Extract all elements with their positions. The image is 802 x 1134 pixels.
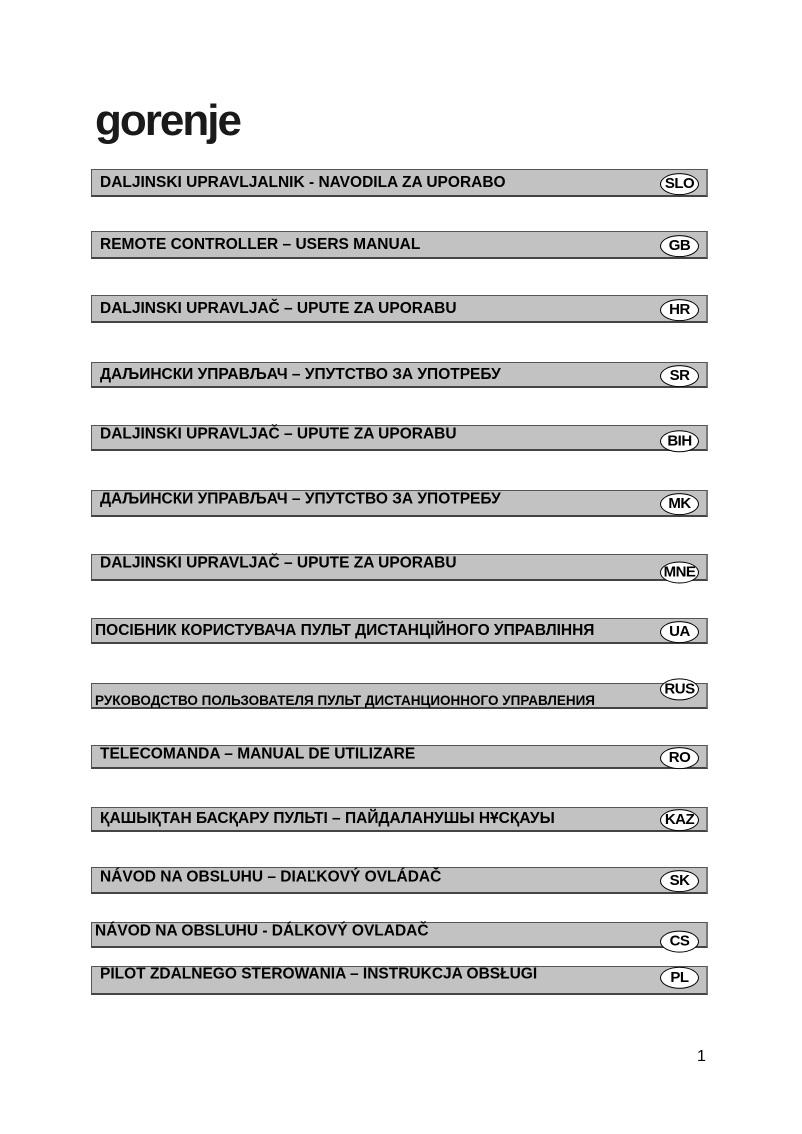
section-rus bbox=[91, 679, 708, 709]
section-cs bbox=[91, 922, 708, 948]
section-title: REMOTE CONTROLLER – USERS MANUAL bbox=[100, 235, 421, 253]
section-mne bbox=[91, 554, 708, 581]
section-title: NÁVOD NA OBSLUHU - DÁLKOVÝ OVLADAČ bbox=[95, 921, 429, 939]
section-pl bbox=[91, 966, 708, 995]
section-title: DALJINSKI UPRAVLJAČ – UPUTE ZA UPORABU bbox=[100, 554, 457, 572]
section-title: ПОСІБНИК КОРИСТУВАЧА ПУЛЬТ ДИСТАНЦІЙНОГО УПРАВЛІННЯ bbox=[95, 621, 595, 639]
section-title: ҚАШЫҚТАН БАСҚАРУ ПУЛЬТІ – ПАЙДАЛАНУШЫ НҰСҚАУЫ bbox=[100, 810, 555, 827]
gorenje-logo: gorenje bbox=[95, 96, 240, 145]
section-title: ДАЉИНСКИ УПРАВЉАЧ – УПУТСТВО ЗА УПОТРЕБУ bbox=[100, 365, 501, 383]
language-badge: SR bbox=[660, 365, 699, 387]
page-number: 1 bbox=[697, 1048, 706, 1065]
language-badge: CS bbox=[660, 930, 699, 952]
section-bih bbox=[91, 425, 708, 451]
language-badge: SLO bbox=[660, 173, 699, 195]
section-title: TELECOMANDA – MANUAL DE UTILIZARE bbox=[100, 744, 416, 762]
section-title: NÁVOD NA OBSLUHU – DIAĽKOVÝ OVLÁDAČ bbox=[100, 868, 442, 886]
section-title: DALJINSKI UPRAVLJAČ – UPUTE ZA UPORABU bbox=[100, 424, 457, 442]
section-gb bbox=[91, 231, 708, 259]
language-badge: RUS bbox=[660, 678, 699, 700]
section-hr bbox=[91, 295, 708, 323]
section-kaz bbox=[91, 807, 708, 832]
language-badge: KAZ bbox=[660, 809, 699, 831]
section-title: РУКОВОДСТВО ПОЛЬЗОВАТЕЛЯ ПУЛЬТ ДИСТАНЦИОННОГО УПРАВЛЕНИЯ bbox=[95, 692, 595, 708]
language-badge: SK bbox=[660, 870, 699, 892]
section-sk bbox=[91, 867, 708, 894]
language-badge: RO bbox=[660, 747, 699, 769]
language-badge: MNE bbox=[660, 562, 699, 584]
section-title: ДАЉИНСКИ УПРАВЉАЧ – УПУТСТВО ЗА УПОТРЕБУ bbox=[100, 490, 501, 508]
language-badge: HR bbox=[660, 299, 699, 321]
language-badge: BIH bbox=[660, 430, 699, 452]
section-title: DALJINSKI UPRAVLJAČ – UPUTE ZA UPORABU bbox=[100, 299, 457, 317]
section-ro bbox=[91, 745, 708, 769]
language-badge: UA bbox=[660, 621, 699, 643]
language-badge: MK bbox=[660, 493, 699, 515]
section-ua bbox=[91, 618, 708, 644]
section-title: DALJINSKI UPRAVLJALNIK - NAVODILA ZA UPORABO bbox=[100, 173, 506, 191]
section-slo bbox=[91, 169, 708, 197]
language-badge: GB bbox=[660, 235, 699, 257]
section-title: PILOT ZDALNEGO STEROWANIA – INSTRUKCJA OBSŁUGI bbox=[100, 965, 538, 983]
section-sr bbox=[91, 362, 708, 388]
section-mk bbox=[91, 490, 708, 517]
language-badge: PL bbox=[660, 967, 699, 989]
